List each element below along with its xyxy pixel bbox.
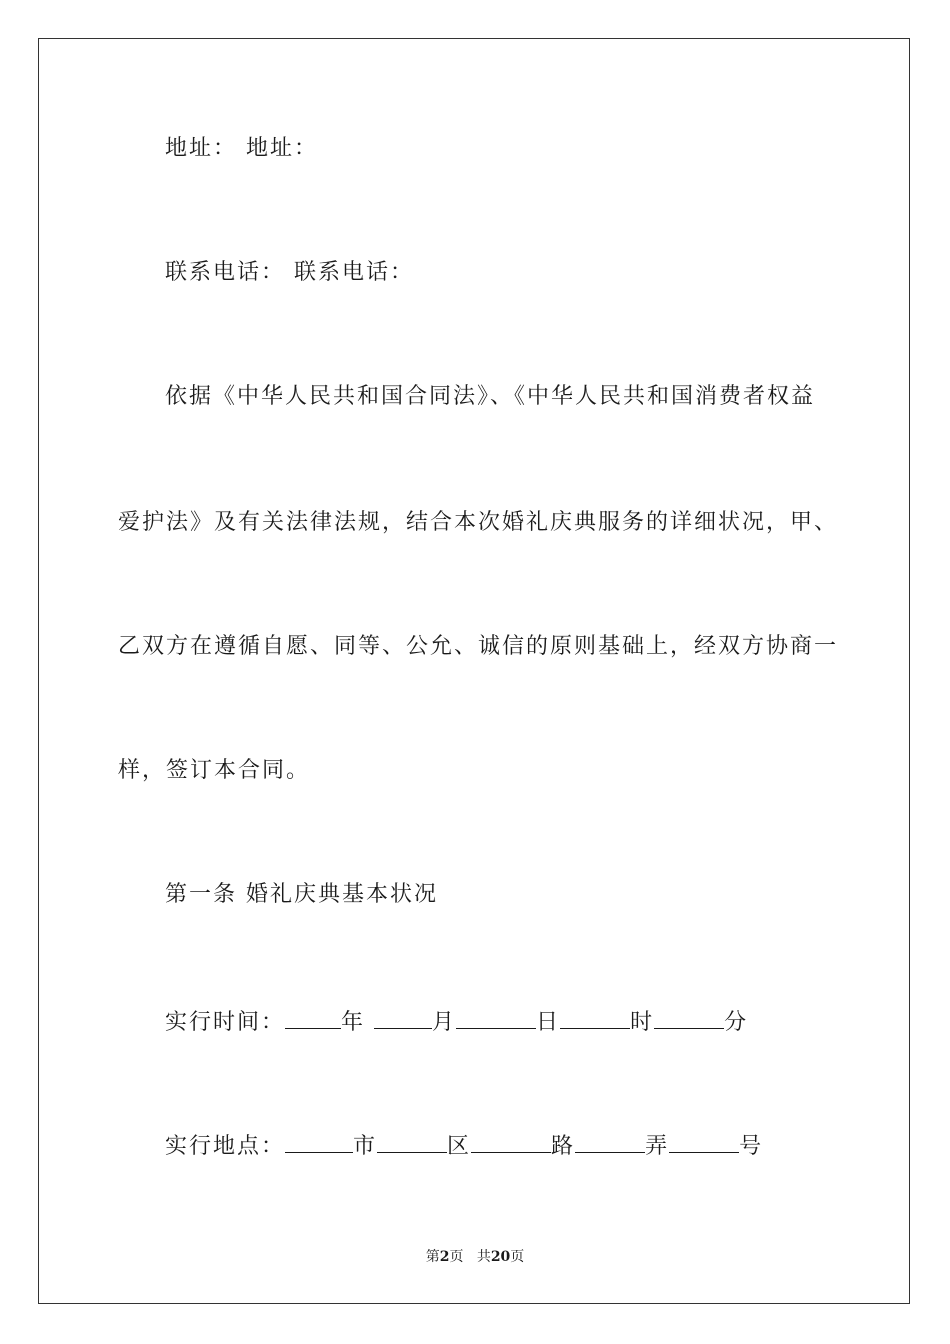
article-heading: 第一条 婚礼庆典基本状况 [165, 882, 438, 907]
hour-blank[interactable] [560, 1006, 630, 1029]
day-unit: 日 [536, 1010, 561, 1035]
place-line [165, 1130, 763, 1162]
month-unit: 月 [432, 1010, 457, 1035]
number-unit: 号 [739, 1134, 764, 1159]
district-unit: 区 [447, 1134, 472, 1159]
road-unit: 路 [551, 1134, 576, 1159]
place-label: 实行地点： [165, 1134, 286, 1159]
hour-unit: 时 [630, 1010, 655, 1035]
year-unit: 年 [341, 1010, 366, 1035]
page-number: 2 [439, 1249, 450, 1265]
minute-blank[interactable] [654, 1006, 724, 1029]
page-prefix: 第 [425, 1249, 440, 1265]
road-blank[interactable] [471, 1130, 551, 1153]
minute-unit: 分 [724, 1010, 749, 1035]
year-blank[interactable] [285, 1006, 341, 1029]
day-blank[interactable] [456, 1006, 536, 1029]
phone-line: 联系电话： 联系电话： [165, 260, 414, 285]
total-suffix: 页 [510, 1249, 525, 1265]
total-prefix: 共 [476, 1249, 491, 1265]
page-footer [0, 1248, 950, 1266]
page-border [38, 38, 910, 1304]
district-blank[interactable] [377, 1130, 447, 1153]
month-blank[interactable] [374, 1006, 432, 1029]
city-unit: 市 [353, 1134, 378, 1159]
city-blank[interactable] [285, 1130, 353, 1153]
time-label: 实行时间： [165, 1010, 286, 1035]
page-suffix: 页 [449, 1249, 464, 1265]
time-line [165, 1006, 748, 1038]
paragraph-line-2: 爱护法》及有关法律法规，结合本次婚礼庆典服务的详细状况，甲、 [118, 510, 839, 535]
lane-unit: 弄 [645, 1134, 670, 1159]
total-number: 20 [490, 1249, 511, 1265]
address-line: 地址： 地址： [165, 136, 318, 161]
number-blank[interactable] [669, 1130, 739, 1153]
paragraph-line-4: 样，签订本合同。 [118, 758, 311, 783]
lane-blank[interactable] [575, 1130, 645, 1153]
paragraph-line-1: 依据《中华人民共和国合同法》、《中华人民共和国消费者权益 [165, 384, 816, 409]
paragraph-line-3: 乙双方在遵循自愿、同等、公允、诚信的原则基础上，经双方协商一 [118, 634, 839, 659]
